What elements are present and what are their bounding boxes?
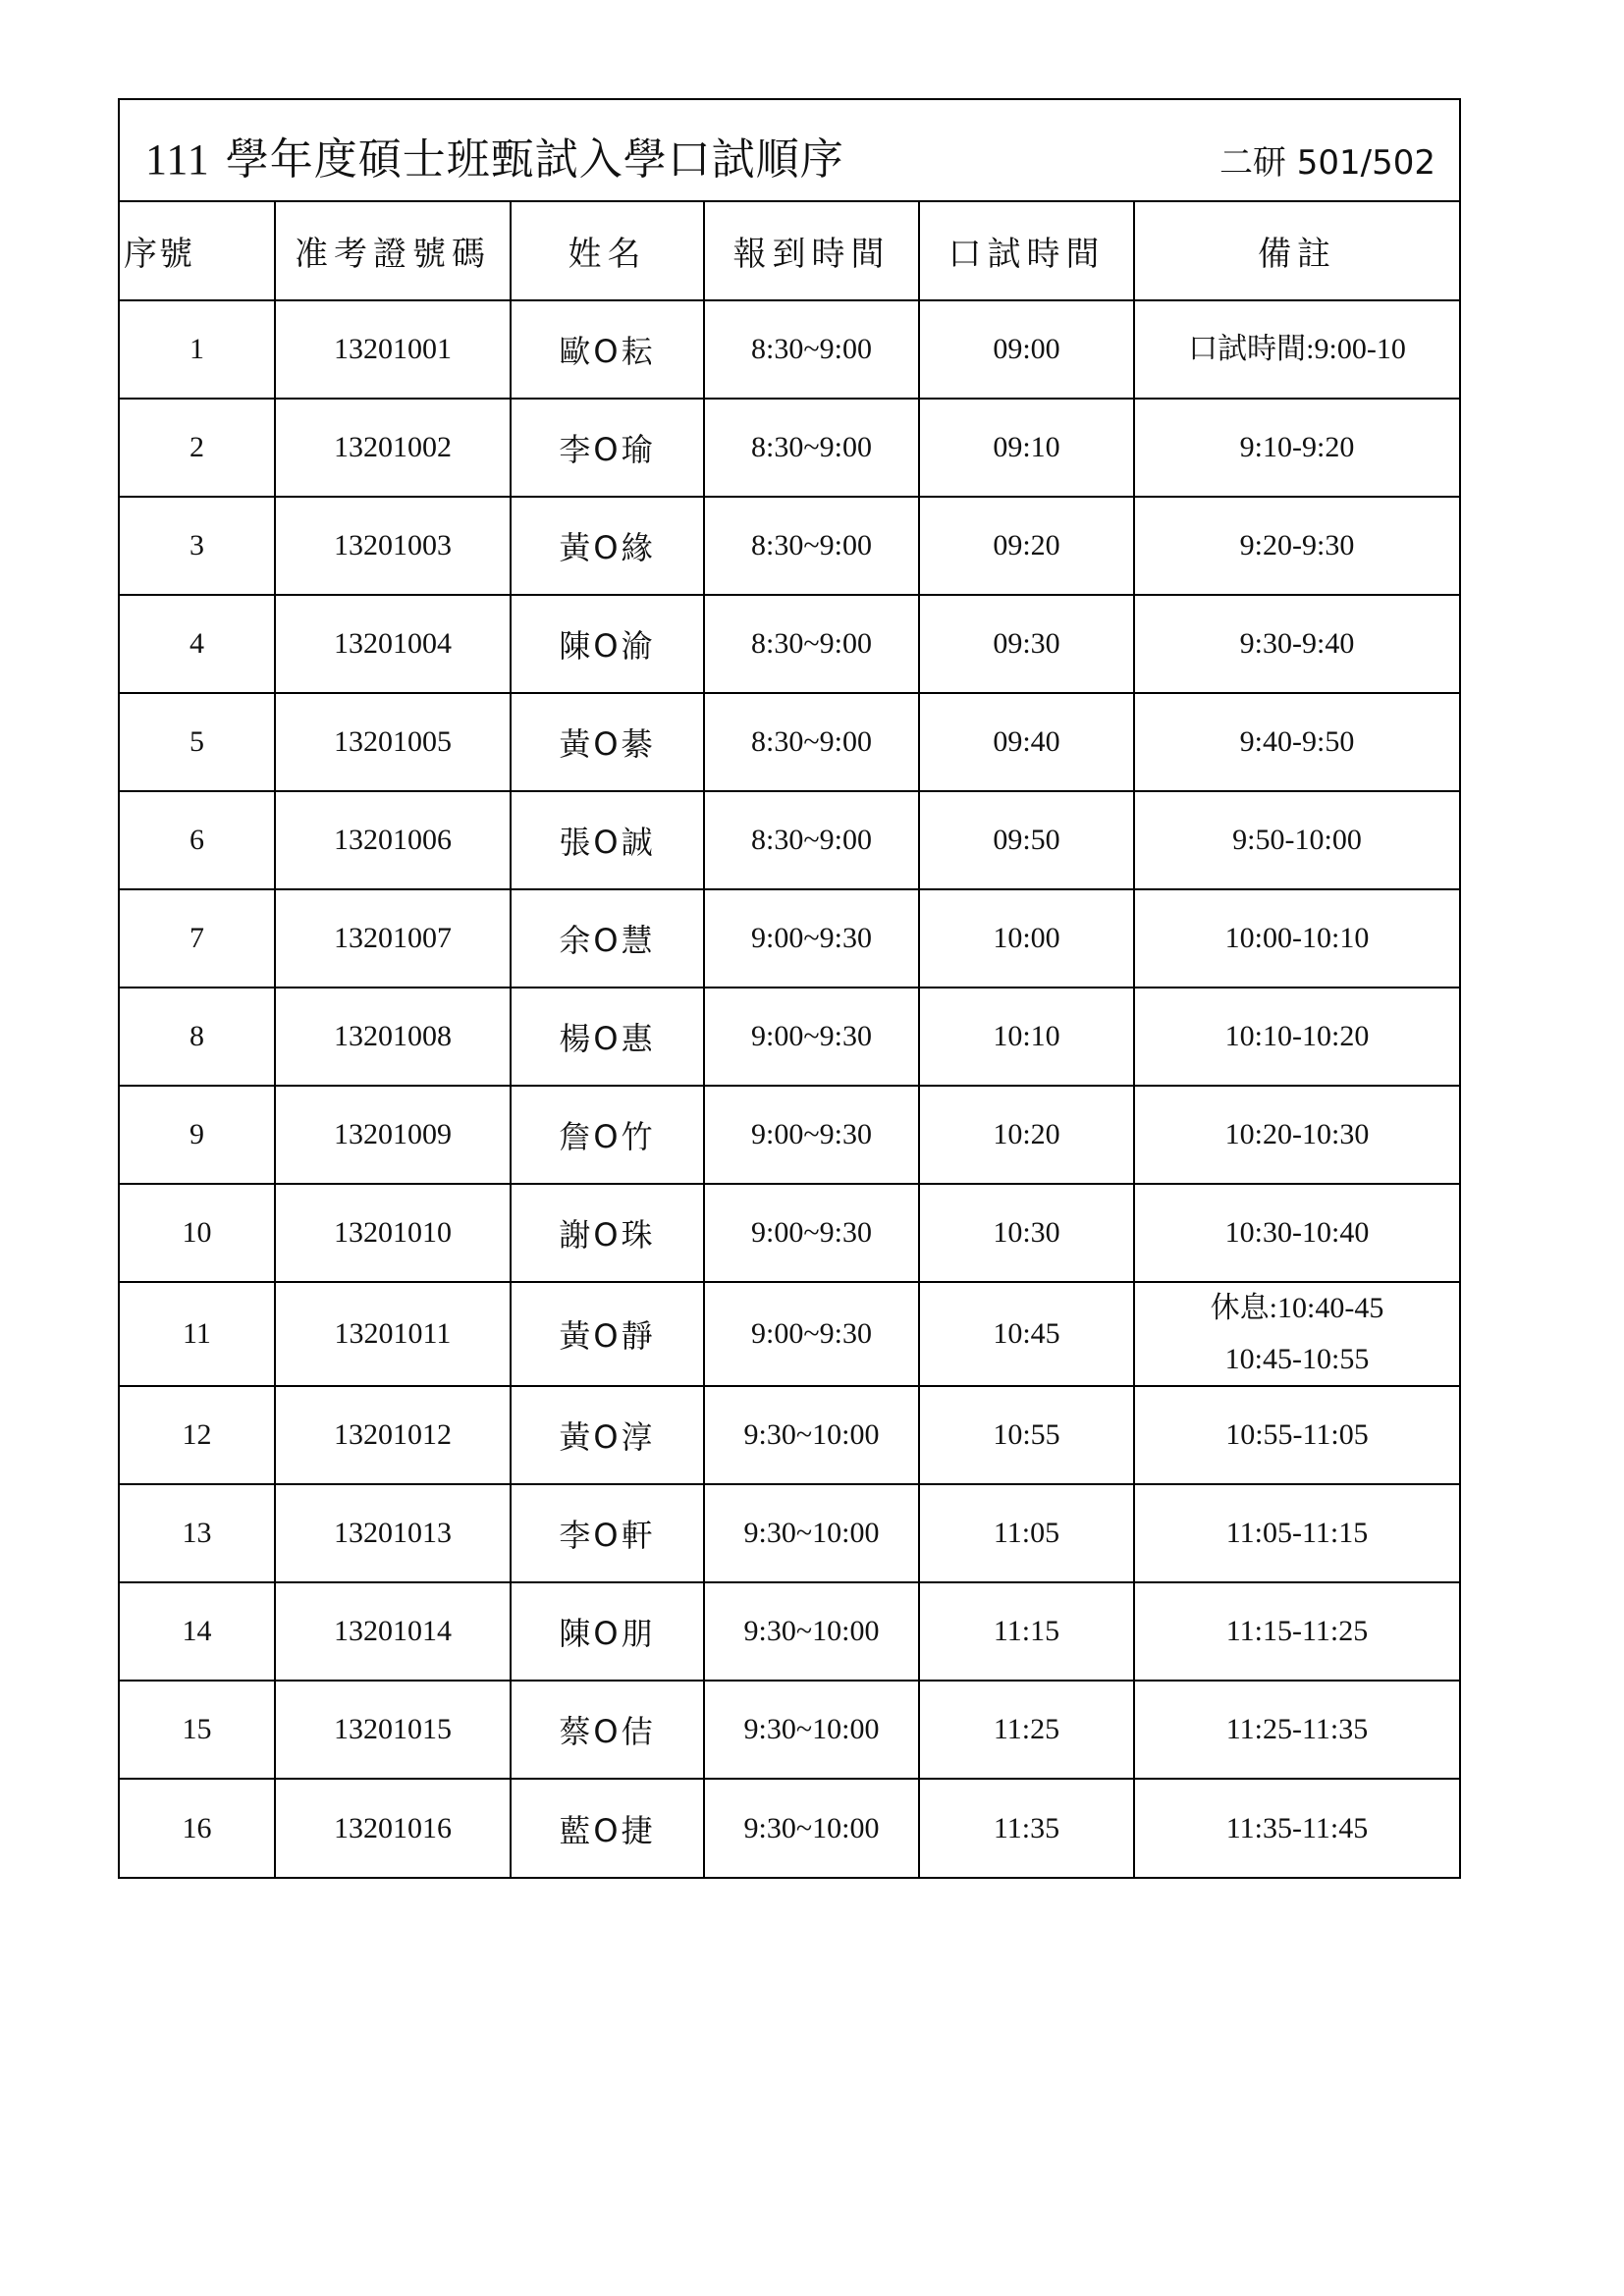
- exam-id-cell: 13201009: [275, 1086, 511, 1184]
- oral-time-cell: 09:10: [919, 399, 1134, 497]
- note-line: 9:50-10:00: [1232, 824, 1362, 856]
- checkin-time-cell: 9:00~9:30: [704, 889, 919, 988]
- title-row: [120, 100, 1459, 202]
- notes-cell: [1134, 300, 1459, 399]
- table-row: [120, 1779, 1459, 1877]
- name-cell: 李O軒: [511, 1484, 704, 1582]
- seq-cell: 6: [120, 791, 275, 889]
- academic-year: 111: [145, 135, 210, 184]
- name-cell: 蔡O佶: [511, 1681, 704, 1779]
- note-line: 9:20-9:30: [1239, 529, 1355, 561]
- note-line: 10:55-11:05: [1225, 1418, 1369, 1451]
- name-cell: 陳O朋: [511, 1582, 704, 1681]
- checkin-time-cell: 8:30~9:00: [704, 693, 919, 791]
- oral-time-cell: 09:00: [919, 300, 1134, 399]
- table-row: [120, 399, 1459, 497]
- notes-cell: [1134, 1184, 1459, 1282]
- seq-cell: 1: [120, 300, 275, 399]
- checkin-time-cell: 9:00~9:30: [704, 1086, 919, 1184]
- column-header-exam-id: 准考證號碼: [275, 202, 511, 300]
- name-cell: 黃O靜: [511, 1282, 704, 1386]
- table-row: [120, 300, 1459, 399]
- name-cell: 藍O捷: [511, 1779, 704, 1877]
- exam-id-cell: 13201004: [275, 595, 511, 693]
- table-row: [120, 988, 1459, 1086]
- exam-id-cell: 13201015: [275, 1681, 511, 1779]
- notes-cell: [1134, 399, 1459, 497]
- checkin-time-cell: 9:30~10:00: [704, 1582, 919, 1681]
- seq-cell: 15: [120, 1681, 275, 1779]
- note-line: 9:40-9:50: [1239, 725, 1355, 758]
- exam-id-cell: 13201008: [275, 988, 511, 1086]
- seq-cell: 5: [120, 693, 275, 791]
- note-line: 11:15-11:25: [1225, 1615, 1369, 1647]
- notes-cell: [1134, 889, 1459, 988]
- table-row: [120, 1582, 1459, 1681]
- note-line: 9:10-9:20: [1239, 431, 1355, 463]
- seq-cell: 7: [120, 889, 275, 988]
- seq-cell: 14: [120, 1582, 275, 1681]
- name-cell: 李O瑜: [511, 399, 704, 497]
- oral-time-cell: 10:45: [919, 1282, 1134, 1386]
- checkin-time-cell: 8:30~9:00: [704, 399, 919, 497]
- seq-cell: 10: [120, 1184, 275, 1282]
- column-header-oral-time: 口試時間: [919, 202, 1134, 300]
- title-text: 學年度碩士班甄試入學口試順序: [225, 134, 844, 185]
- checkin-time-cell: 8:30~9:00: [704, 300, 919, 399]
- note-line: 10:30-10:40: [1224, 1216, 1370, 1249]
- oral-time-cell: 10:55: [919, 1386, 1134, 1484]
- table-row: [120, 1681, 1459, 1779]
- checkin-time-cell: 9:00~9:30: [704, 988, 919, 1086]
- checkin-time-cell: 9:30~10:00: [704, 1779, 919, 1877]
- oral-time-cell: 09:40: [919, 693, 1134, 791]
- notes-cell: [1134, 988, 1459, 1086]
- exam-id-cell: 13201016: [275, 1779, 511, 1877]
- name-cell: 黃O緣: [511, 497, 704, 595]
- seq-cell: 11: [120, 1282, 275, 1386]
- column-header-name: 姓名: [511, 202, 704, 300]
- note-line: 11:35-11:45: [1225, 1811, 1369, 1844]
- oral-time-cell: 09:30: [919, 595, 1134, 693]
- exam-id-cell: 13201013: [275, 1484, 511, 1582]
- table-row: [120, 1386, 1459, 1484]
- table-row: [120, 693, 1459, 791]
- table-row: [120, 1086, 1459, 1184]
- oral-time-cell: 11:05: [919, 1484, 1134, 1582]
- oral-time-cell: 10:30: [919, 1184, 1134, 1282]
- checkin-time-cell: 9:30~10:00: [704, 1484, 919, 1582]
- oral-time-cell: 11:35: [919, 1779, 1134, 1877]
- oral-time-cell: 11:25: [919, 1681, 1134, 1779]
- header-row: [120, 202, 1459, 300]
- seq-cell: 8: [120, 988, 275, 1086]
- oral-time-cell: 09:20: [919, 497, 1134, 595]
- name-cell: 歐O耘: [511, 300, 704, 399]
- oral-time-cell: 10:10: [919, 988, 1134, 1086]
- oral-time-cell: 10:20: [919, 1086, 1134, 1184]
- seq-cell: 9: [120, 1086, 275, 1184]
- table-row: [120, 1184, 1459, 1282]
- note-line: 11:05-11:15: [1225, 1517, 1369, 1549]
- oral-time-cell: 09:50: [919, 791, 1134, 889]
- notes-cell: [1134, 1582, 1459, 1681]
- exam-id-cell: 13201011: [275, 1282, 511, 1386]
- notes-cell: [1134, 791, 1459, 889]
- note-line: 10:45-10:55: [1224, 1343, 1370, 1375]
- name-cell: 余O慧: [511, 889, 704, 988]
- note-line: 11:25-11:35: [1225, 1713, 1369, 1745]
- checkin-time-cell: 9:00~9:30: [704, 1184, 919, 1282]
- checkin-time-cell: 9:00~9:30: [704, 1282, 919, 1386]
- note-line: 10:10-10:20: [1224, 1020, 1370, 1052]
- name-cell: 黃O淳: [511, 1386, 704, 1484]
- exam-id-cell: 13201007: [275, 889, 511, 988]
- schedule-sheet: [118, 98, 1461, 1879]
- exam-room: 二研 501/502: [1218, 143, 1435, 183]
- exam-id-cell: 13201012: [275, 1386, 511, 1484]
- seq-cell: 2: [120, 399, 275, 497]
- exam-id-cell: 13201006: [275, 791, 511, 889]
- schedule-body: [120, 300, 1459, 1877]
- schedule-table: [120, 202, 1459, 1877]
- seq-cell: 4: [120, 595, 275, 693]
- exam-id-cell: 13201014: [275, 1582, 511, 1681]
- note-line: 10:20-10:30: [1224, 1118, 1370, 1150]
- name-cell: 謝O珠: [511, 1184, 704, 1282]
- table-row: [120, 1282, 1459, 1386]
- exam-id-cell: 13201010: [275, 1184, 511, 1282]
- exam-id-cell: 13201002: [275, 399, 511, 497]
- checkin-time-cell: 8:30~9:00: [704, 497, 919, 595]
- oral-time-cell: 10:00: [919, 889, 1134, 988]
- notes-cell: [1134, 1086, 1459, 1184]
- notes-cell: [1134, 1779, 1459, 1877]
- column-header-seq: 序號: [120, 202, 275, 300]
- oral-time-cell: 11:15: [919, 1582, 1134, 1681]
- notes-cell: [1134, 595, 1459, 693]
- note-line: 10:00-10:10: [1224, 922, 1370, 954]
- notes-cell: [1134, 1484, 1459, 1582]
- table-row: [120, 497, 1459, 595]
- notes-cell: [1134, 1681, 1459, 1779]
- column-header-checkin: 報到時間: [704, 202, 919, 300]
- note-line: 休息:10:40-45: [1210, 1292, 1384, 1324]
- name-cell: 楊O惠: [511, 988, 704, 1086]
- notes-cell: [1134, 1386, 1459, 1484]
- seq-cell: 16: [182, 1811, 212, 1844]
- exam-id-cell: 13201001: [275, 300, 511, 399]
- note-line: 口試時間:9:00-10: [1188, 333, 1406, 365]
- exam-id-cell: 13201003: [275, 497, 511, 595]
- exam-id-cell: 13201005: [275, 693, 511, 791]
- checkin-time-cell: 9:30~10:00: [704, 1681, 919, 1779]
- name-cell: 黃O綦: [511, 693, 704, 791]
- name-cell: 詹O竹: [511, 1086, 704, 1184]
- seq-cell: 13: [120, 1484, 275, 1582]
- seq-cell: 12: [120, 1386, 275, 1484]
- checkin-time-cell: 8:30~9:00: [704, 791, 919, 889]
- table-row: [120, 791, 1459, 889]
- checkin-time-cell: 8:30~9:00: [704, 595, 919, 693]
- page-title: [145, 124, 844, 187]
- name-cell: 張O誠: [511, 791, 704, 889]
- seq-cell: 3: [120, 497, 275, 595]
- column-header-notes: 備註: [1134, 202, 1459, 300]
- checkin-time-cell: 9:30~10:00: [704, 1386, 919, 1484]
- table-row: [120, 595, 1459, 693]
- table-row: [120, 889, 1459, 988]
- notes-cell: [1134, 497, 1459, 595]
- table-row: [120, 1484, 1459, 1582]
- name-cell: 陳O渝: [511, 595, 704, 693]
- notes-cell: [1134, 1282, 1459, 1386]
- note-line: 9:30-9:40: [1239, 627, 1355, 660]
- notes-cell: [1134, 693, 1459, 791]
